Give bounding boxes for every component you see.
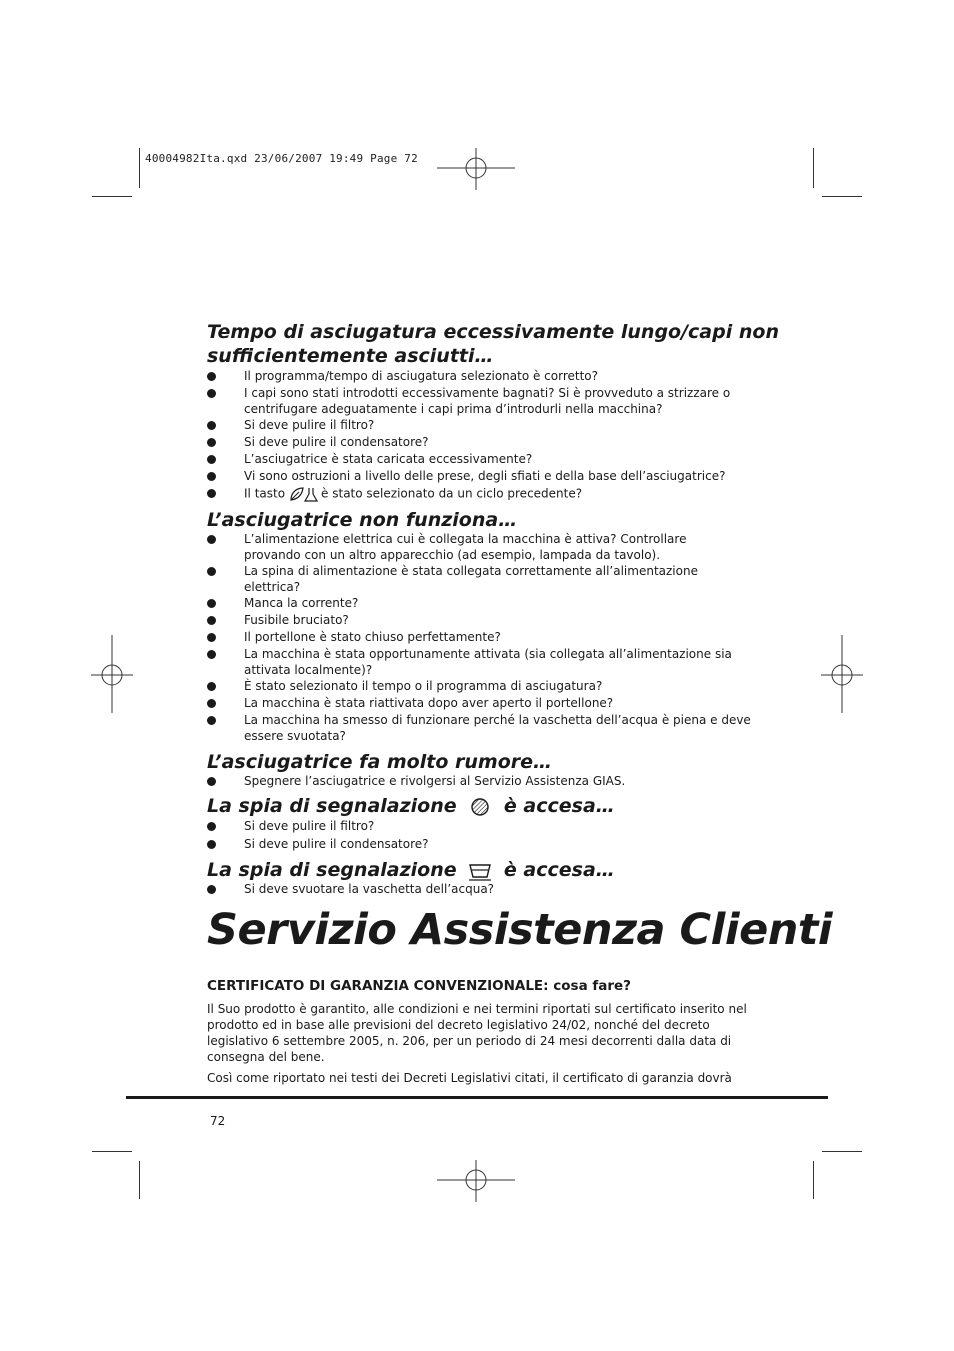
bullet-icon [207, 438, 216, 447]
crop-mark [139, 1161, 140, 1199]
bullet-icon [207, 389, 216, 398]
eco-button-icon [288, 486, 318, 502]
bullet-icon [207, 633, 216, 642]
bullet-icon [207, 777, 216, 786]
bullet-icon [207, 455, 216, 464]
page-number: 72 [210, 1114, 226, 1128]
section-title-rumore: L’asciugatrice fa molto rumore… [207, 751, 553, 773]
section-title-tempo: Tempo di asciugatura eccessivamente lungo/capi non sufficientemente asciutti… [207, 321, 779, 367]
bullet-icon [207, 840, 216, 849]
bullet-icon [207, 472, 216, 481]
cert-paragraph-2: Così come riportato nei testi dei Decreti Legislativi citati, il certificato di garanzia dovrà [207, 1071, 732, 1085]
bullet-icon [207, 489, 216, 498]
cert-heading: CERTIFICATO DI GARANZIA CONVENZIONALE: cosa fare? [207, 978, 632, 994]
water-tank-warning-icon [467, 860, 493, 882]
bullet-icon [207, 699, 216, 708]
crop-mark [813, 148, 814, 188]
section-title-spia-acqua: La spia di segnalazione è accesa… [207, 859, 615, 881]
bullet-icon [207, 716, 216, 725]
bullet-icon [207, 599, 216, 608]
file-slug: 40004982Ita.qxd 23/06/2007 19:49 Page 72 [145, 152, 418, 165]
bullet-icon [207, 822, 216, 831]
footer-rule [126, 1096, 828, 1099]
bullet-icon [207, 616, 216, 625]
bullet-icon [207, 682, 216, 691]
registration-mark-left-icon [91, 635, 133, 715]
crop-mark [92, 1151, 132, 1152]
bullet-icon [207, 885, 216, 894]
crop-mark [822, 196, 862, 197]
bullet-icon [207, 650, 216, 659]
crop-mark [822, 1151, 862, 1152]
crop-mark [92, 196, 132, 197]
registration-mark-bottom-icon [437, 1160, 517, 1202]
cert-paragraph-1: Il Suo prodotto è garantito, alle condizioni e nei termini riportati sul certificato inserito nel prodotto ed in base alle previsioni del decreto legislativo 24/02, nonché del decreto legislativo 6 settembre 2005, n. 206, per un periodo di 24 mesi decorrenti dalla data di consegna del bene. [207, 1002, 747, 1064]
section-title-spia-filtro: La spia di segnalazione è accesa… [207, 795, 615, 817]
section-title-non-funziona: L’asciugatrice non funziona… [207, 509, 518, 531]
bullet-icon [207, 567, 216, 576]
service-title: Servizio Assistenza Clienti [207, 905, 833, 955]
bullet-icon [207, 372, 216, 381]
registration-mark-top-icon [437, 148, 517, 190]
filter-warning-icon [469, 796, 491, 818]
crop-mark [139, 148, 140, 188]
bullet-icon [207, 421, 216, 430]
bullet-icon [207, 535, 216, 544]
registration-mark-right-icon [821, 635, 863, 715]
crop-mark [813, 1161, 814, 1199]
